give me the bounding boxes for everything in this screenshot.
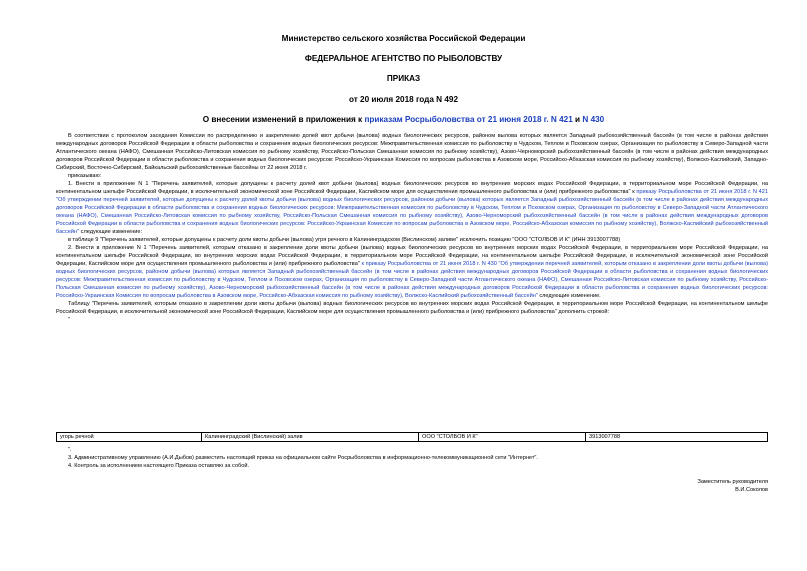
signature-name: В.И.Соколов <box>735 487 768 493</box>
agency-heading: ФЕДЕРАЛЬНОЕ АГЕНТСТВО ПО РЫБОЛОВСТВУ <box>304 54 503 63</box>
table-cell-company: ООО "СТОЛБОВ И К" <box>419 433 586 442</box>
item-3-paragraph: 3. Административному управлению (А.И.Дыбов) разместить настоящий приказ на официальном сайте Росрыболовства в информационно-телекоммуникационной сети "Интернет". <box>68 455 538 461</box>
intro-paragraph: В соответствии с протоколом заседания Комиссии по распределению и закреплению долей квот добычи (вылова) водных биологических ресурсов, районом вылова которых является Западный рыбохозяйственный бассейн (в том числе в районах действия международных договоров Российской Федерации в области рыболовства и сохранения водных биологических ресурсов: Межправительственная комиссия по рыболовству в Чудском, Теплом и Псковском озерах, Организация по рыболовству в Северо-Западной части Атлантического океана (НАФО), Смешанная Российско-Литовская комиссия по рыбному хозяйству, Российско-Польская Смешанная комиссия по рыбному хозяйству), Азово-Черноморский рыбохозяйственный бассейн (в том числе в районах действия международных договоров Российской Федерации в области рыболовства и сохранения водных биологических ресурсов: Российско-Украинская Комиссия по вопросам рыболовства в Азовском море, Российско-Абхазская комиссия по рыбному хозяйству), Волжско-Каспийский, Западно-Сибирский, Восточно-Сибирский, Байкальский рыбохозяйственные бассейны от 22 июня 2018 г. <box>56 133 768 171</box>
signature-block <box>56 478 768 494</box>
item-2-paragraph <box>56 244 768 300</box>
item-1-text-b: следующие изменение: <box>79 229 143 235</box>
document-body <box>56 132 768 324</box>
item-2-text-a: 2. Внести в приложение N 1 "Перечень заявителей, которым отказано в закреплении доли квоты добычи (вылова) водных биологических ресурсов во внутренних морских водах Российской Федерации, в территориальном море Российской Федерации, на континентальном шельфе Российской Федерации, во внутренних морских водах Российской Федерации, в территориальном море Российской Федерации, на континентальном шельфе Российской Федерации, в исключительной экономической зоне Российской Федерации, Каспийском море для осуществления промышленного рыболовства и (или) прибрежного рыболовства" <box>56 245 768 267</box>
item-1-paragraph <box>56 180 768 236</box>
title-link-order-421[interactable]: приказам Росрыболовства от 21 июня 2018 г. N 421 <box>364 115 573 124</box>
doc-type-heading: ПРИКАЗ <box>386 74 421 83</box>
item-1-text-a: 1. Внести в приложение N 1 "Перечень заявителей, которые допущены к расчету долей квот добычи (вылова) водных биологических ресурсов во внутренних морских водах Российской Федерации, в территориальном море Российской Федерации, на континентальном шельфе Российской Федерации, в исключительной экономической зоне Российской Федерации, Каспийском море для осуществления промышленного рыболовства и (или) прибрежного рыболовства" к <box>56 181 768 195</box>
title-prefix: О внесении изменений в приложения к <box>202 115 365 124</box>
date-number-heading: от 20 июля 2018 года N 492 <box>348 95 459 104</box>
title-link-order-430[interactable]: N 430 <box>582 115 605 124</box>
ministry-heading: Министерство сельского хозяйства Российской Федерации <box>281 34 526 43</box>
item-1-sub-paragraph: в таблице 9 "Перечень заявителей, которые допущены к расчету доли квоты добычи (вылова) угря речного в Калининградском (Вислинском) заливе" исключить позицию "ООО "СТОЛБОВ И К" (ИНН 3913007788) <box>68 237 621 243</box>
document-title <box>0 115 807 125</box>
item-2-sub-paragraph: Таблицу "Перечень заявителей, которым отказано в закреплении доли квоты добычи (вылова) водных биологических ресурсов во внутренних морских водах Российской Федерации, в территориальном море Российской Федерации, на континентальном шельфе Российской Федерации, в исключительной экономической зоне Российской Федерации, Каспийском море для осуществления промышленного рыболовства и (или) прибрежного рыболовства" дополнить строкой: <box>56 301 768 315</box>
quote-open: " <box>68 317 70 323</box>
item-2-order-link[interactable]: к приказу Росрыболовства от 21 июня 2018 г. N 430 "Об утверждении перечней заявителей, которым отказано в закреплении доли квоты добычи (вылова) водных биологических ресурсов, районом добычи (вылова) которых является Западный рыбохозяйственный бассейн (в том числе в районах действия международных договоров Российской Федерации в области рыболовства и сохранения водных биологических ресурсов: Межправительственная комиссия по рыболовству в Чудском, Теплом и Псковском озерах, Организация по рыболовству в Северо-Западной части Атлантического океана (НАФО), Смешанная Российско-Литовская комиссия по рыбному хозяйству, Российско-Польская Смешанная комиссия по рыбному хозяйству), Азово-Черноморский рыбохозяйственный бассейн (в том числе в районах действия международных договоров Российской Федерации в области рыболовства и сохранения водных биологических ресурсов: Российско-Украинская Комиссия по вопросам рыболовства в Азовском море, Российско-Абхазская комиссия по рыбному хозяйству), Волжско-Каспийский рыбохозяйственный бассейн" <box>56 261 768 299</box>
order-word: приказываю: <box>68 173 102 179</box>
table-row <box>57 433 768 442</box>
signature-position: Заместитель руководителя <box>697 479 768 485</box>
table-cell-area: Калининградский (Вислинский) залив <box>202 433 419 442</box>
item-4-paragraph: 4. Контроль за исполнением настоящего Приказа оставляю за собой. <box>68 463 249 469</box>
item-1-order-link[interactable]: приказу Росрыболовства от 21 июня 2018 г. N 421 "Об утверждении перечней заявителей, которые допущены к расчету долей квоты добычи (вылова) водных биологических ресурсов, районом добычи (вылова) которых является Западный рыбохозяйственный бассейн (в том числе в районах действия международных договоров Российской Федерации в области рыболовства и сохранения водных биологических ресурсов: Межправительственная комиссия по рыболовству в Чудском, Теплом и Псковском озерах, Организация по рыболовству в Северо-Западной части Атлантического океана (НАФО), Смешанная Российско-Литовская комиссия по рыбному хозяйству, Российско-Польская Смешанная комиссия по рыбному хозяйству), Азово-Черноморский рыбохозяйственный бассейн (в том числе в районах действия международных договоров Российской Федерации в области рыболовства и сохранения водных биологических ресурсов: Российско-Украинская Комиссия по вопросам рыболовства в Азовском море, Российско-Абхазская комиссия по рыбному хозяйству), Волжско-Каспийский рыбохозяйственный бассейн" <box>56 189 768 235</box>
item-2-text-b: следующие изменение. <box>537 293 601 299</box>
title-mid: и <box>572 115 583 124</box>
addition-table <box>56 432 768 442</box>
quote-close: ". <box>68 447 72 453</box>
table-cell-inn: 3913007788 <box>586 433 768 442</box>
document-footer <box>56 446 768 470</box>
table-cell-species: угорь речной <box>57 433 202 442</box>
